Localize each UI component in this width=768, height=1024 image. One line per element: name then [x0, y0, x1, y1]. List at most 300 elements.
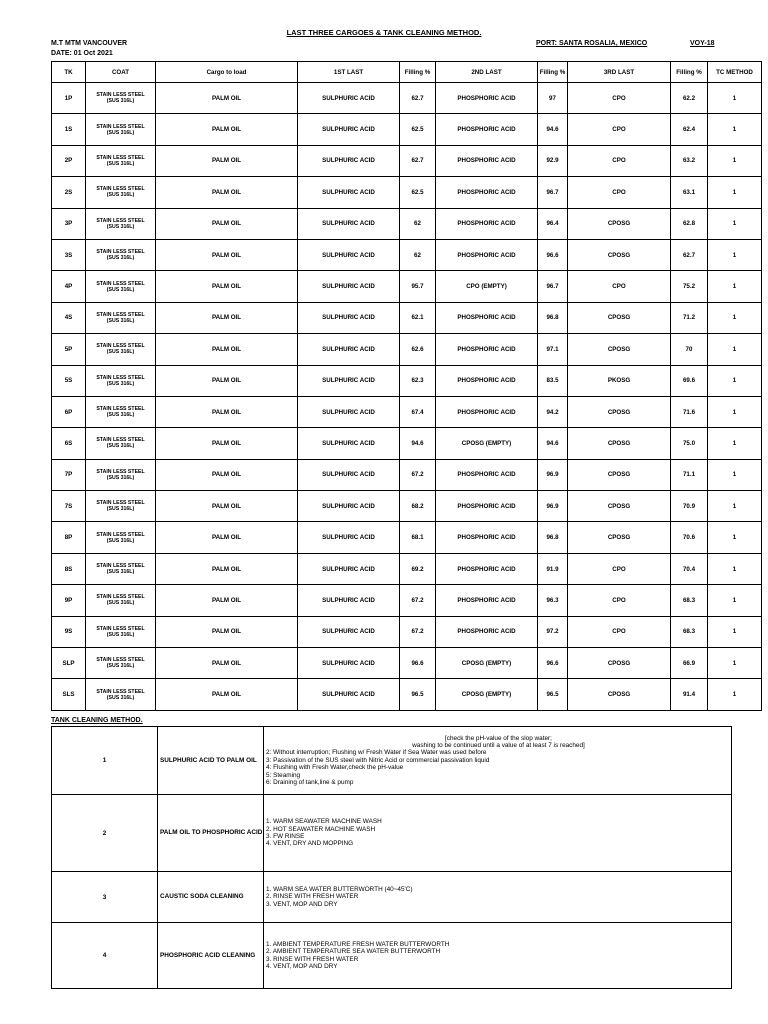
- method-number: 1: [52, 727, 158, 795]
- cell-cargo-to-load: PALM OIL: [156, 334, 298, 365]
- method-step: 2. RINSE WITH FRESH WATER: [266, 893, 359, 901]
- cell-filling-2: 96.6: [538, 648, 568, 679]
- cell-2nd-last: CPO (EMPTY): [436, 271, 538, 302]
- coat-line: (SUS 316L): [106, 474, 135, 481]
- method-steps: [264, 872, 732, 923]
- port-name: PORT: SANTA ROSALIA, MEXICO: [536, 40, 648, 47]
- vessel-name: M.T MTM VANCOUVER: [51, 40, 128, 47]
- cell-3rd-last: CPO: [568, 271, 671, 302]
- cell-3rd-last: CPO: [568, 585, 671, 616]
- cell-tc-method: 1: [708, 553, 762, 584]
- cell-coat: [86, 553, 156, 584]
- header-filling-3: Filling %: [671, 62, 708, 83]
- cell-filling-1: 69.2: [400, 553, 436, 584]
- cell-filling-2: 91.9: [538, 553, 568, 584]
- cell-3rd-last: CPO: [568, 553, 671, 584]
- cell-tc-method: 1: [708, 648, 762, 679]
- cell-tk: 7S: [52, 491, 86, 522]
- coat-line: STAIN LESS STEEL: [96, 374, 145, 381]
- cell-3rd-last: CPO: [568, 114, 671, 145]
- table-row: [52, 491, 762, 522]
- cell-filling-2: 96.9: [538, 491, 568, 522]
- cell-coat: [86, 239, 156, 270]
- cell-cargo-to-load: PALM OIL: [156, 396, 298, 427]
- cell-1st-last: SULPHURIC ACID: [298, 271, 400, 302]
- method-name: PHOSPHORIC ACID CLEANING: [158, 923, 264, 989]
- method-step: 1. AMBIENT TEMPERATURE FRESH WATER BUTTERWORTH: [266, 940, 450, 948]
- cell-tk: 5P: [52, 334, 86, 365]
- cell-tk: 9P: [52, 585, 86, 616]
- cell-filling-1: 62.5: [400, 177, 436, 208]
- cell-cargo-to-load: PALM OIL: [156, 522, 298, 553]
- method-step: washing to be continued until a value of at least 7 is reached]: [412, 741, 585, 749]
- cell-cargo-to-load: PALM OIL: [156, 428, 298, 459]
- coat-line: STAIN LESS STEEL: [96, 468, 145, 475]
- method-step: 2. HOT SEAWATER MACHINE WASH: [266, 825, 376, 833]
- cell-filling-3: 62.4: [671, 114, 708, 145]
- cell-filling-2: 96.9: [538, 459, 568, 490]
- cell-2nd-last: PHOSPHORIC ACID: [436, 459, 538, 490]
- tank-cleaning-method-table: [51, 726, 732, 989]
- method-number: 3: [52, 872, 158, 923]
- cell-filling-3: 75.0: [671, 428, 708, 459]
- method-step: 1. WARM SEA WATER BUTTERWORTH (40~45'C): [266, 885, 413, 893]
- cell-2nd-last: CPOSG (EMPTY): [436, 428, 538, 459]
- cell-tk: SLS: [52, 679, 86, 710]
- table-row: [52, 522, 762, 553]
- cell-filling-1: 96.5: [400, 679, 436, 710]
- cell-filling-1: 67.4: [400, 396, 436, 427]
- cell-cargo-to-load: PALM OIL: [156, 239, 298, 270]
- cell-1st-last: SULPHURIC ACID: [298, 616, 400, 647]
- cell-tc-method: 1: [708, 679, 762, 710]
- cell-filling-1: 62.3: [400, 365, 436, 396]
- header-cargo-to-load: Cargo to load: [156, 62, 298, 83]
- cell-filling-3: 75.2: [671, 271, 708, 302]
- cell-tk: 3P: [52, 208, 86, 239]
- coat-line: (SUS 316L): [106, 412, 135, 419]
- cell-cargo-to-load: PALM OIL: [156, 302, 298, 333]
- cell-tk: 4S: [52, 302, 86, 333]
- cell-1st-last: SULPHURIC ACID: [298, 208, 400, 239]
- cell-2nd-last: PHOSPHORIC ACID: [436, 491, 538, 522]
- table-row: [52, 83, 762, 114]
- coat-line: (SUS 316L): [106, 192, 135, 199]
- cell-3rd-last: CPOSG: [568, 334, 671, 365]
- cell-filling-2: 94.6: [538, 428, 568, 459]
- cell-1st-last: SULPHURIC ACID: [298, 334, 400, 365]
- table-row: [52, 585, 762, 616]
- cell-1st-last: SULPHURIC ACID: [298, 522, 400, 553]
- cell-1st-last: SULPHURIC ACID: [298, 114, 400, 145]
- table-row: [52, 616, 762, 647]
- coat-line: (SUS 316L): [106, 663, 135, 670]
- method-row: [52, 923, 732, 989]
- cell-3rd-last: CPO: [568, 616, 671, 647]
- cell-filling-1: 62: [400, 208, 436, 239]
- cell-2nd-last: PHOSPHORIC ACID: [436, 396, 538, 427]
- table-row: [52, 553, 762, 584]
- cell-3rd-last: CPOSG: [568, 396, 671, 427]
- cell-filling-3: 70.6: [671, 522, 708, 553]
- method-row: [52, 795, 732, 872]
- cell-coat: [86, 491, 156, 522]
- cell-tc-method: 1: [708, 365, 762, 396]
- cell-filling-1: 94.6: [400, 428, 436, 459]
- cell-coat: [86, 365, 156, 396]
- cell-tk: 5S: [52, 365, 86, 396]
- coat-line: (SUS 316L): [106, 129, 135, 136]
- coat-line: STAIN LESS STEEL: [96, 123, 145, 130]
- cell-filling-3: 62.2: [671, 83, 708, 114]
- coat-line: STAIN LESS STEEL: [96, 280, 145, 287]
- cell-tk: 3S: [52, 239, 86, 270]
- cell-3rd-last: CPOSG: [568, 648, 671, 679]
- cell-coat: [86, 334, 156, 365]
- coat-line: (SUS 316L): [106, 380, 135, 387]
- cell-filling-1: 62.6: [400, 334, 436, 365]
- cell-tc-method: 1: [708, 114, 762, 145]
- cell-3rd-last: CPOSG: [568, 459, 671, 490]
- cell-cargo-to-load: PALM OIL: [156, 648, 298, 679]
- cell-2nd-last: PHOSPHORIC ACID: [436, 553, 538, 584]
- method-steps: [264, 923, 732, 989]
- cell-2nd-last: PHOSPHORIC ACID: [436, 145, 538, 176]
- coat-line: STAIN LESS STEEL: [96, 92, 145, 99]
- cell-coat: [86, 459, 156, 490]
- cell-filling-2: 94.6: [538, 114, 568, 145]
- cell-3rd-last: CPO: [568, 177, 671, 208]
- document-title: LAST THREE CARGOES & TANK CLEANING METHOD.: [286, 28, 482, 37]
- cell-coat: [86, 522, 156, 553]
- cell-filling-3: 68.3: [671, 585, 708, 616]
- cell-tc-method: 1: [708, 585, 762, 616]
- cell-tk: 2S: [52, 177, 86, 208]
- coat-line: (SUS 316L): [106, 286, 135, 293]
- cell-filling-2: 83.5: [538, 365, 568, 396]
- cell-coat: [86, 208, 156, 239]
- coat-line: STAIN LESS STEEL: [96, 531, 145, 538]
- coat-line: (SUS 316L): [106, 223, 135, 230]
- cell-2nd-last: PHOSPHORIC ACID: [436, 616, 538, 647]
- voyage-number: VOY-18: [690, 40, 715, 47]
- cell-cargo-to-load: PALM OIL: [156, 114, 298, 145]
- table-row: [52, 239, 762, 270]
- cell-cargo-to-load: PALM OIL: [156, 491, 298, 522]
- cell-tc-method: 1: [708, 396, 762, 427]
- table-row: [52, 334, 762, 365]
- coat-line: (SUS 316L): [106, 694, 135, 701]
- method-name: PALM OIL TO PHOSPHORIC ACID: [158, 795, 264, 872]
- method-step: 1. WARM SEAWATER MACHINE WASH: [266, 818, 382, 826]
- cell-tk: 1P: [52, 83, 86, 114]
- method-step: 3. FW RINSE: [266, 833, 305, 840]
- method-step: 4. VENT, MOP AND DRY: [266, 962, 338, 970]
- cell-tc-method: 1: [708, 83, 762, 114]
- cell-tk: 1S: [52, 114, 86, 145]
- method-steps: [264, 727, 732, 795]
- cell-tc-method: 1: [708, 145, 762, 176]
- method-row: [52, 727, 732, 795]
- cell-tc-method: 1: [708, 208, 762, 239]
- coat-line: STAIN LESS STEEL: [96, 406, 145, 413]
- cell-filling-2: 97.1: [538, 334, 568, 365]
- cell-filling-2: 96.8: [538, 522, 568, 553]
- coat-line: STAIN LESS STEEL: [96, 657, 145, 664]
- coat-line: (SUS 316L): [106, 569, 135, 576]
- cell-filling-2: 97: [538, 83, 568, 114]
- document-date: DATE: 01 Oct 2021: [51, 50, 113, 57]
- cell-cargo-to-load: PALM OIL: [156, 177, 298, 208]
- cell-1st-last: SULPHURIC ACID: [298, 145, 400, 176]
- last-cargoes-table: [51, 61, 762, 711]
- method-step: 3. VENT, MOP AND DRY: [266, 900, 338, 908]
- cell-tc-method: 1: [708, 302, 762, 333]
- cell-filling-3: 66.9: [671, 648, 708, 679]
- tank-cleaning-heading: TANK CLEANING METHOD.: [51, 717, 143, 724]
- cell-cargo-to-load: PALM OIL: [156, 208, 298, 239]
- cell-tk: 7P: [52, 459, 86, 490]
- coat-line: STAIN LESS STEEL: [96, 437, 145, 444]
- cell-2nd-last: CPOSG (EMPTY): [436, 679, 538, 710]
- cell-tk: 6S: [52, 428, 86, 459]
- method-step: [check the pH-value of the slop water;: [445, 734, 552, 742]
- cell-filling-3: 91.4: [671, 679, 708, 710]
- coat-line: STAIN LESS STEEL: [96, 688, 145, 695]
- cell-coat: [86, 114, 156, 145]
- cell-tc-method: 1: [708, 491, 762, 522]
- cell-2nd-last: PHOSPHORIC ACID: [436, 302, 538, 333]
- cell-filling-3: 69.6: [671, 365, 708, 396]
- cell-filling-3: 63.1: [671, 177, 708, 208]
- table-row: [52, 428, 762, 459]
- cell-2nd-last: PHOSPHORIC ACID: [436, 208, 538, 239]
- cell-3rd-last: CPOSG: [568, 522, 671, 553]
- method-name: CAUSTIC SODA CLEANING: [158, 872, 264, 923]
- cell-filling-1: 67.2: [400, 616, 436, 647]
- cell-coat: [86, 177, 156, 208]
- cell-3rd-last: CPOSG: [568, 679, 671, 710]
- header-tc-method: TC METHOD: [708, 62, 762, 83]
- cell-filling-3: 63.2: [671, 145, 708, 176]
- cell-2nd-last: PHOSPHORIC ACID: [436, 114, 538, 145]
- cell-3rd-last: CPOSG: [568, 239, 671, 270]
- coat-line: STAIN LESS STEEL: [96, 311, 145, 318]
- coat-line: STAIN LESS STEEL: [96, 625, 145, 632]
- cell-tk: 6P: [52, 396, 86, 427]
- cell-cargo-to-load: PALM OIL: [156, 679, 298, 710]
- cell-1st-last: SULPHURIC ACID: [298, 302, 400, 333]
- table-row: [52, 271, 762, 302]
- method-name: SULPHURIC ACID TO PALM OIL: [158, 727, 264, 795]
- cell-filling-1: 62: [400, 239, 436, 270]
- cell-coat: [86, 616, 156, 647]
- method-step: 5: Steaming: [266, 771, 301, 779]
- cell-filling-2: 96.5: [538, 679, 568, 710]
- cell-2nd-last: PHOSPHORIC ACID: [436, 239, 538, 270]
- cell-1st-last: SULPHURIC ACID: [298, 459, 400, 490]
- method-number: 2: [52, 795, 158, 872]
- cell-filling-2: 96.7: [538, 271, 568, 302]
- header-tk: TK: [52, 62, 86, 83]
- cell-filling-1: 68.1: [400, 522, 436, 553]
- cell-filling-1: 62.7: [400, 145, 436, 176]
- cell-cargo-to-load: PALM OIL: [156, 145, 298, 176]
- header-2nd-last: 2ND LAST: [436, 62, 538, 83]
- cell-1st-last: SULPHURIC ACID: [298, 553, 400, 584]
- cell-filling-1: 62.5: [400, 114, 436, 145]
- cell-tc-method: 1: [708, 239, 762, 270]
- cell-tc-method: 1: [708, 616, 762, 647]
- coat-line: STAIN LESS STEEL: [96, 249, 145, 256]
- cell-coat: [86, 648, 156, 679]
- cell-1st-last: SULPHURIC ACID: [298, 585, 400, 616]
- cell-2nd-last: PHOSPHORIC ACID: [436, 334, 538, 365]
- cell-coat: [86, 271, 156, 302]
- cell-tc-method: 1: [708, 177, 762, 208]
- method-step: 3. RINSE WITH FRESH WATER: [266, 955, 359, 963]
- table-row: [52, 459, 762, 490]
- coat-line: STAIN LESS STEEL: [96, 563, 145, 570]
- cell-cargo-to-load: PALM OIL: [156, 553, 298, 584]
- cell-filling-3: 71.6: [671, 396, 708, 427]
- cell-3rd-last: CPOSG: [568, 302, 671, 333]
- cell-coat: [86, 428, 156, 459]
- cell-tc-method: 1: [708, 428, 762, 459]
- cell-filling-3: 62.7: [671, 239, 708, 270]
- cell-3rd-last: PKOSG: [568, 365, 671, 396]
- method-step: 2. AMBIENT TEMPERATURE SEA WATER BUTTERWORTH: [266, 948, 441, 956]
- method-steps: [264, 795, 732, 872]
- cell-filling-1: 96.6: [400, 648, 436, 679]
- cell-filling-3: 70: [671, 334, 708, 365]
- cell-tc-method: 1: [708, 334, 762, 365]
- cell-tc-method: 1: [708, 271, 762, 302]
- table-row: [52, 365, 762, 396]
- cell-filling-2: 96.8: [538, 302, 568, 333]
- cell-cargo-to-load: PALM OIL: [156, 459, 298, 490]
- coat-line: (SUS 316L): [106, 349, 135, 356]
- cell-filling-3: 68.3: [671, 616, 708, 647]
- cell-filling-3: 71.2: [671, 302, 708, 333]
- cell-tc-method: 1: [708, 522, 762, 553]
- cell-1st-last: SULPHURIC ACID: [298, 239, 400, 270]
- cell-coat: [86, 83, 156, 114]
- table-row: [52, 679, 762, 710]
- cell-filling-2: 94.2: [538, 396, 568, 427]
- coat-line: (SUS 316L): [106, 631, 135, 638]
- cell-filling-1: 62.1: [400, 302, 436, 333]
- cell-tk: 8P: [52, 522, 86, 553]
- method-step: 6: Draining of tank,line & pump: [266, 779, 354, 787]
- cell-filling-2: 96.7: [538, 177, 568, 208]
- cell-tk: SLP: [52, 648, 86, 679]
- method-step: 4. VENT, DRY AND MOPPING: [266, 840, 354, 848]
- cell-filling-2: 97.2: [538, 616, 568, 647]
- coat-line: STAIN LESS STEEL: [96, 343, 145, 350]
- cell-filling-2: 96.4: [538, 208, 568, 239]
- cell-1st-last: SULPHURIC ACID: [298, 396, 400, 427]
- cell-filling-3: 70.9: [671, 491, 708, 522]
- coat-line: (SUS 316L): [106, 600, 135, 607]
- coat-line: (SUS 316L): [106, 98, 135, 105]
- coat-line: (SUS 316L): [106, 537, 135, 544]
- coat-line: STAIN LESS STEEL: [96, 154, 145, 161]
- table-row: [52, 114, 762, 145]
- table-row: [52, 648, 762, 679]
- cell-3rd-last: CPOSG: [568, 208, 671, 239]
- cell-filling-3: 62.8: [671, 208, 708, 239]
- cell-3rd-last: CPOSG: [568, 428, 671, 459]
- cell-cargo-to-load: PALM OIL: [156, 365, 298, 396]
- cell-2nd-last: PHOSPHORIC ACID: [436, 522, 538, 553]
- cell-filling-2: 96.6: [538, 239, 568, 270]
- cell-1st-last: SULPHURIC ACID: [298, 428, 400, 459]
- cell-2nd-last: PHOSPHORIC ACID: [436, 365, 538, 396]
- cell-coat: [86, 145, 156, 176]
- cell-filling-2: 96.3: [538, 585, 568, 616]
- table-row: [52, 302, 762, 333]
- cell-coat: [86, 302, 156, 333]
- header-3rd-last: 3RD LAST: [568, 62, 671, 83]
- table-row: [52, 177, 762, 208]
- coat-line: (SUS 316L): [106, 160, 135, 167]
- coat-line: (SUS 316L): [106, 255, 135, 262]
- header-1st-last: 1ST LAST: [298, 62, 400, 83]
- cell-3rd-last: CPO: [568, 145, 671, 176]
- method-step: 4: Flushing with Fresh Water,check the pH-value: [266, 764, 404, 772]
- cell-2nd-last: CPOSG (EMPTY): [436, 648, 538, 679]
- method-step: 2: Without interruption; Flushing w/ Fresh Water if Sea Water was used before: [266, 749, 487, 757]
- table-row: [52, 208, 762, 239]
- table-row: [52, 396, 762, 427]
- cell-tk: 4P: [52, 271, 86, 302]
- cell-filling-1: 67.2: [400, 459, 436, 490]
- cell-1st-last: SULPHURIC ACID: [298, 679, 400, 710]
- coat-line: (SUS 316L): [106, 443, 135, 450]
- cell-1st-last: SULPHURIC ACID: [298, 365, 400, 396]
- method-row: [52, 872, 732, 923]
- coat-line: STAIN LESS STEEL: [96, 217, 145, 224]
- cell-filling-3: 70.4: [671, 553, 708, 584]
- method-step: 3: Passivation of the SUS steel with Nitric Acid or commercial passivation liquid: [266, 756, 490, 764]
- cell-3rd-last: CPO: [568, 83, 671, 114]
- coat-line: STAIN LESS STEEL: [96, 500, 145, 507]
- cell-cargo-to-load: PALM OIL: [156, 585, 298, 616]
- coat-line: (SUS 316L): [106, 506, 135, 513]
- cell-cargo-to-load: PALM OIL: [156, 271, 298, 302]
- cell-filling-1: 62.7: [400, 83, 436, 114]
- header-coat: COAT: [86, 62, 156, 83]
- cell-filling-1: 67.2: [400, 585, 436, 616]
- cell-filling-1: 68.2: [400, 491, 436, 522]
- cell-coat: [86, 679, 156, 710]
- table-header-row: [52, 62, 762, 83]
- cell-3rd-last: CPOSG: [568, 491, 671, 522]
- header-filling-2: Filling %: [538, 62, 568, 83]
- cell-cargo-to-load: PALM OIL: [156, 83, 298, 114]
- cell-1st-last: SULPHURIC ACID: [298, 177, 400, 208]
- cell-coat: [86, 396, 156, 427]
- table-row: [52, 145, 762, 176]
- method-number: 4: [52, 923, 158, 989]
- coat-line: (SUS 316L): [106, 317, 135, 324]
- cell-1st-last: SULPHURIC ACID: [298, 648, 400, 679]
- coat-line: STAIN LESS STEEL: [96, 186, 145, 193]
- cell-tc-method: 1: [708, 459, 762, 490]
- coat-line: STAIN LESS STEEL: [96, 594, 145, 601]
- cell-tk: 8S: [52, 553, 86, 584]
